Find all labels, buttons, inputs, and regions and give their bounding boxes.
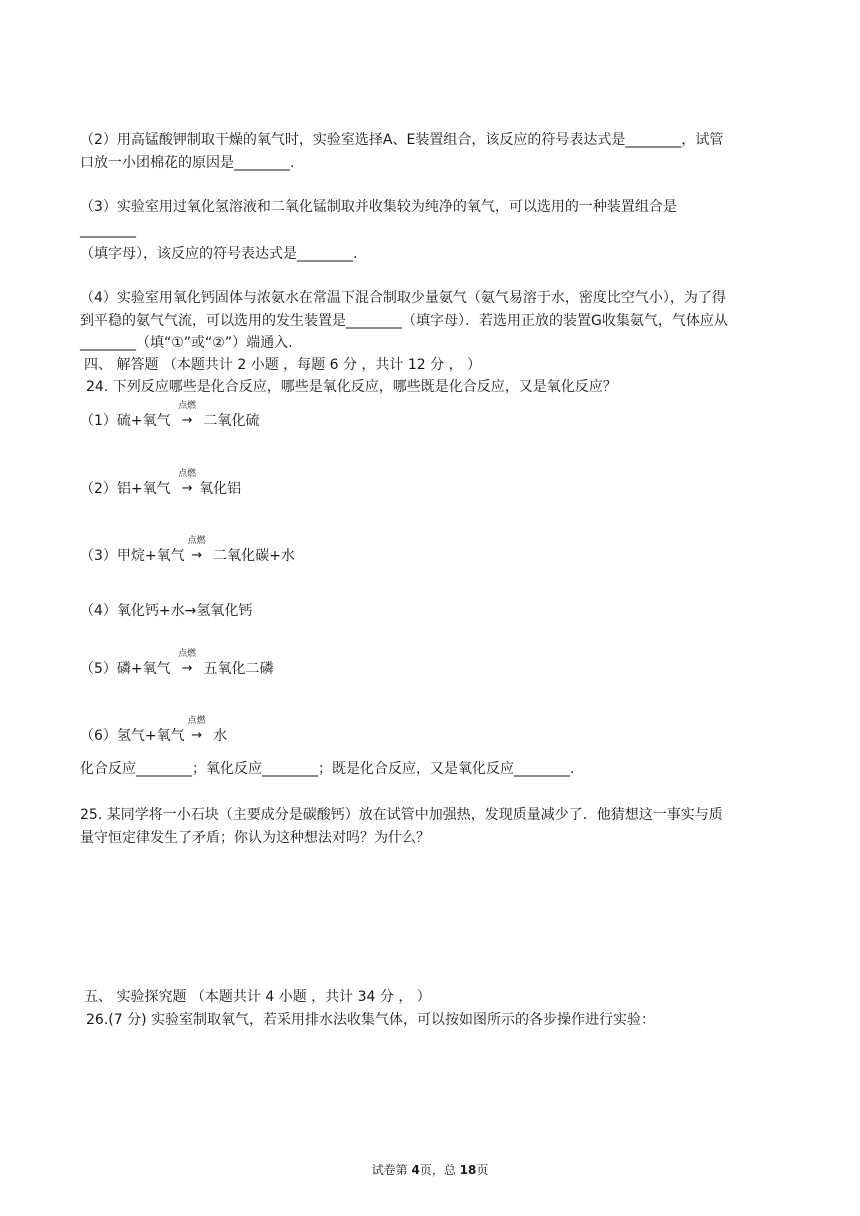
- condition-label: 点燃: [187, 536, 206, 546]
- footer-suffix: 页: [476, 1163, 489, 1177]
- section4-heading: 四、 解答题 （本题共计 2 小题 ，每题 6 分 ，共计 12 分 ， ）: [84, 357, 482, 373]
- footer-middle: 页，总: [419, 1163, 460, 1177]
- footer-prefix: 试卷第: [371, 1163, 412, 1177]
- condition-label: 点燃: [178, 401, 197, 411]
- q24-answer-line: 化合反应________；氧化反应________；既是化合反应，又是氧化反应________.: [80, 761, 575, 777]
- reaction-5-lhs: （5）磷+氧气: [80, 661, 176, 677]
- condition-label: 点燃: [178, 649, 197, 659]
- arrow-icon: →: [181, 661, 193, 676]
- reaction-2-rhs: 氧化铝: [199, 481, 242, 497]
- q23-part2-line2: 口放一小团棉花的原因是________.: [80, 155, 295, 171]
- q25-line1: 25. 某同学将一小石块（主要成分是碳酸钙）放在试管中加强热，发现质量减少了．他猜想这一事实与质: [80, 807, 723, 823]
- reaction-1-lhs: （1）硫+氧气: [80, 413, 176, 429]
- reaction-5-rhs: 五氧化二磷: [199, 661, 274, 677]
- condition-label: 点燃: [178, 469, 197, 479]
- q24-reaction-5: [80, 649, 274, 679]
- reaction-1-arrow: [175, 401, 199, 431]
- arrow-icon: →: [191, 548, 203, 563]
- q24-reaction-4: （4）氧化钙+水→氢氧化钙: [80, 603, 253, 619]
- section5-heading: 五、 实验探究题 （本题共计 4 小题 ，共计 34 分 ， ）: [84, 989, 431, 1005]
- q24-reaction-2: [80, 469, 242, 499]
- reaction-2-lhs: （2）铝+氧气: [80, 481, 176, 497]
- q23-part2-line1: （2）用高锰酸钾制取干燥的氧气时，实验室选择A、E装置组合，该反应的符号表达式是________，试管: [80, 132, 724, 148]
- reaction-6-lhs: （6）氢气+氧气: [80, 728, 185, 744]
- reaction-2-arrow: [175, 469, 199, 499]
- arrow-icon: →: [191, 728, 203, 743]
- q23-part4-line2: 到平稳的氨气气流，可以选用的发生装置是________（填字母）．若选用正放的装置G收集氨气，气体应从: [80, 313, 728, 329]
- q23-part4-line1: （4）实验室用氧化钙固体与浓氨水在常温下混合制取少量氨气（氨气易溶于水，密度比空气小），为了得: [80, 290, 726, 306]
- arrow-icon: →: [181, 481, 193, 496]
- q23-part3-line1: （3）实验室用过氧化氢溶液和二氧化锰制取并收集较为纯净的氧气，可以选用的一种装置组合是: [80, 199, 677, 215]
- q23-part3-line2: （填字母），该反应的符号表达式是________.: [80, 246, 358, 262]
- q24-stem: 24. 下列反应哪些是化合反应，哪些是氧化反应，哪些既是化合反应，又是氧化反应？: [86, 379, 617, 395]
- condition-label: 点燃: [187, 716, 206, 726]
- reaction-6-arrow: [185, 716, 209, 746]
- reaction-1-rhs: 二氧化硫: [199, 413, 260, 429]
- reaction-3-arrow: [185, 536, 209, 566]
- reaction-6-rhs: 水: [208, 728, 228, 744]
- reaction-5-arrow: [175, 649, 199, 679]
- footer-total-pages: 18: [459, 1163, 477, 1177]
- q26-stem: 26.(7 分) 实验室制取氧气，若采用排水法收集气体，可以按如图所示的各步操作进行实验：: [86, 1012, 655, 1028]
- reaction-3-rhs: 二氧化碳+水: [208, 548, 295, 564]
- q24-reaction-6: [80, 716, 228, 746]
- reaction-3-lhs: （3）甲烷+氧气: [80, 548, 185, 564]
- q24-reaction-1: [80, 401, 260, 431]
- q25-line2: 量守恒定律发生了矛盾；你认为这种想法对吗？为什么？: [80, 830, 430, 846]
- arrow-icon: →: [181, 413, 193, 428]
- q24-reaction-3: [80, 536, 295, 566]
- q23-part4-line3: ________（填“①”或“②”）端通入.: [80, 335, 293, 351]
- q23-part3-blank: ________: [80, 222, 136, 238]
- footer-page-number: 4: [411, 1163, 420, 1177]
- page-footer: [0, 1162, 860, 1178]
